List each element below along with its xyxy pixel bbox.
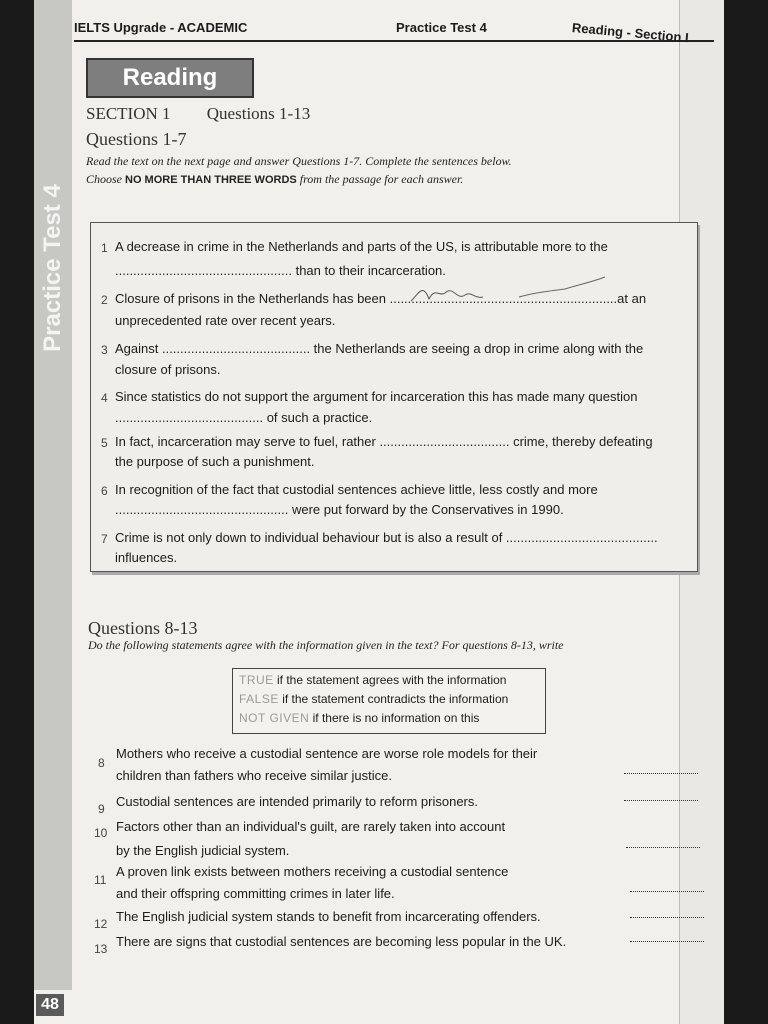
part2-instruction: Do the following statements agree with the information given in the text? For questions 8-13, write	[88, 638, 564, 652]
question-number: 1	[101, 241, 108, 255]
section-heading	[86, 104, 310, 124]
question-text[interactable]: Against ......................................... the Netherlands are seeing a drop in crime along with the	[115, 341, 644, 356]
answer-blank[interactable]	[630, 890, 704, 892]
question-blank-line[interactable]: ......................................... of such a practice.	[115, 410, 373, 425]
question-text[interactable]: In fact, incarceration may serve to fuel, rather .................................... crime, thereby defeating	[115, 434, 653, 449]
question-number: 12	[94, 917, 108, 931]
answer-blank[interactable]	[626, 846, 700, 848]
question-blank-line[interactable]: ................................................ were put forward by the Conservatives in 1990.	[115, 502, 564, 517]
question-text: In recognition of the fact that custodial sentences achieve little, less costly and more	[115, 482, 598, 497]
question-blank-line[interactable]: ................................................. than to their incarceration.	[115, 263, 446, 278]
answer-blank[interactable]	[624, 799, 698, 801]
question-text-cont: unprecedented rate over recent years.	[115, 313, 336, 328]
question-number: 11	[94, 873, 107, 887]
answer-key-legend	[232, 668, 546, 734]
question-text-cont: influences.	[115, 550, 178, 565]
legend-key: NOT GIVEN	[239, 711, 310, 725]
statement-text: A proven link exists between mothers receiving a custodial sentence	[116, 864, 509, 879]
statement-text: Factors other than an individual's guilt, are rarely taken into account	[116, 819, 506, 834]
legend-text: if the statement agrees with the information	[273, 673, 507, 687]
legend-text: if the statement contradicts the information	[278, 692, 509, 706]
running-header	[74, 18, 714, 46]
section-label: SECTION 1	[86, 104, 171, 123]
legend-key: TRUE	[239, 673, 274, 687]
answer-blank[interactable]	[630, 940, 704, 942]
legend-row-true	[239, 673, 506, 687]
part1-instruction-2	[86, 172, 463, 187]
question-text-cont: the purpose of such a punishment.	[115, 454, 315, 469]
section-questions-range: Questions 1-13	[206, 104, 311, 123]
legend-row-not-given	[239, 711, 479, 725]
question-number: 2	[101, 293, 108, 307]
question-number: 8	[98, 756, 105, 770]
question-text[interactable]: Closure of prisons in the Netherlands has been ...............................................................at an	[115, 291, 647, 306]
answer-blank[interactable]	[624, 772, 698, 774]
statement-text: There are signs that custodial sentences are becoming less popular in the UK.	[116, 934, 567, 949]
instruction-text: from the passage for each answer.	[296, 172, 464, 186]
header-book-title: IELTS Upgrade - ACADEMIC	[74, 20, 248, 35]
question-text: A decrease in crime in the Netherlands and parts of the US, is attributable more to the	[115, 239, 608, 254]
question-number: 5	[101, 436, 108, 450]
question-text-cont: closure of prisons.	[115, 362, 221, 377]
question-text[interactable]: Crime is not only down to individual behaviour but is also a result of ..........................................	[115, 530, 658, 545]
legend-text: if there is no information on this	[309, 711, 480, 725]
statement-text-cont: children than fathers who receive similar justice.	[116, 768, 393, 783]
part1-instruction-1: Read the text on the next page and answer Questions 1-7. Complete the sentences below.	[86, 154, 512, 168]
answer-blank[interactable]	[630, 916, 704, 918]
header-section: Reading - Section I	[571, 20, 690, 46]
statement-text: The English judicial system stands to benefit from incarcerating offenders.	[116, 909, 541, 924]
legend-key: FALSE	[239, 692, 279, 706]
side-tab	[34, 0, 72, 990]
legend-row-false	[239, 692, 508, 706]
question-text: Since statistics do not support the argument for incarceration this has made many question	[115, 389, 638, 404]
question-number: 13	[94, 942, 108, 956]
sentence-completion-box	[90, 222, 698, 572]
question-number: 6	[101, 484, 108, 498]
handwritten-scribble-icon	[409, 273, 609, 307]
part2-title: Questions 8-13	[88, 618, 198, 638]
side-tab-label: Practice Test 4	[39, 184, 66, 352]
statement-text: Mothers who receive a custodial sentence are worse role models for their	[116, 746, 538, 761]
question-number: 9	[98, 802, 105, 816]
reading-title-box: Reading	[86, 58, 254, 98]
instruction-emphasis: NO MORE THAN THREE WORDS	[125, 174, 297, 186]
part1-title: Questions 1-7	[86, 129, 187, 149]
question-number: 3	[101, 343, 108, 357]
question-number: 10	[94, 826, 108, 840]
page-number: 48	[36, 994, 64, 1016]
statement-text-cont: and their offspring committing crimes in later life.	[116, 886, 395, 901]
question-number: 4	[101, 391, 108, 405]
statement-text: Custodial sentences are intended primarily to reform prisoners.	[116, 794, 479, 809]
header-test-name: Practice Test 4	[396, 20, 487, 35]
instruction-text: Choose	[86, 172, 125, 186]
question-number: 7	[101, 532, 108, 546]
statement-text-cont: by the English judicial system.	[116, 843, 290, 858]
